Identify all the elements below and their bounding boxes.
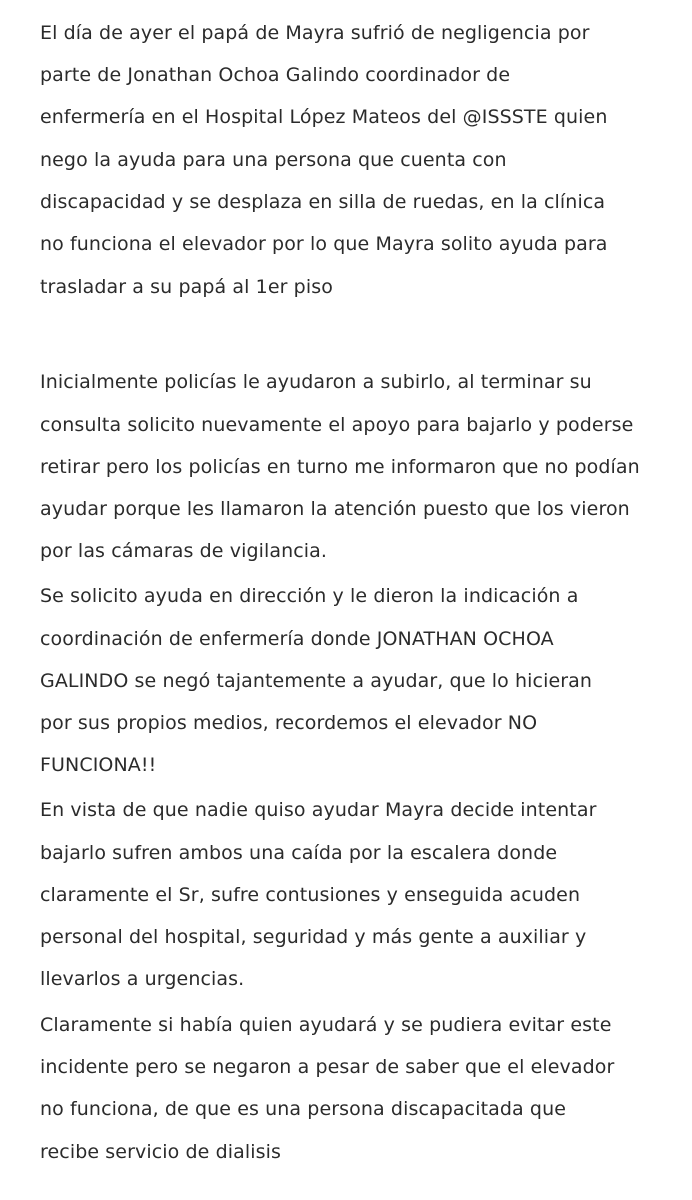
paragraph-line: Se solicito ayuda en dirección y le dieron la indicación a xyxy=(40,585,579,607)
paragraph-line: ayudar porque les llamaron la atención puesto que los vieron xyxy=(40,498,630,520)
paragraph-line: retirar pero los policías en turno me informaron que no podían xyxy=(40,456,640,478)
paragraph-line: trasladar a su papá al 1er piso xyxy=(40,276,333,298)
paragraph-line: consulta solicito nuevamente el apoyo para bajarlo y poderse xyxy=(40,414,634,436)
paragraph-line: GALINDO se negó tajantemente a ayudar, que lo hicieran xyxy=(40,670,593,692)
paragraph-line: enfermería en el Hospital López Mateos del @ISSSTE quien xyxy=(40,106,608,128)
paragraph-line: no funciona el elevador por lo que Mayra solito ayuda para xyxy=(40,233,608,255)
paragraph-line: Inicialmente policías le ayudaron a subirlo, al terminar su xyxy=(40,371,592,393)
paragraph-line: nego la ayuda para una persona que cuenta con xyxy=(40,149,507,171)
paragraph-line: por las cámaras de vigilancia. xyxy=(40,540,328,562)
paragraph-line: por sus propios medios, recordemos el elevador NO xyxy=(40,712,538,734)
paragraph-line: no funciona, de que es una persona discapacitada que xyxy=(40,1098,567,1120)
paragraph-line: personal del hospital, seguridad y más gente a auxiliar y xyxy=(40,926,587,948)
paragraph-line: claramente el Sr, sufre contusiones y enseguida acuden xyxy=(40,884,581,906)
paragraph-line: Claramente si había quien ayudará y se pudiera evitar este xyxy=(40,1014,612,1036)
paragraph-line: llevarlos a urgencias. xyxy=(40,968,245,990)
paragraph-line: parte de Jonathan Ochoa Galindo coordinador de xyxy=(40,64,511,86)
paragraph-line: FUNCIONA!! xyxy=(40,754,157,776)
paragraph-line: incidente pero se negaron a pesar de saber que el elevador xyxy=(40,1056,615,1078)
paragraph-line: En vista de que nadie quiso ayudar Mayra decide intentar xyxy=(40,799,597,821)
paragraph-line: coordinación de enfermería donde JONATHAN OCHOA xyxy=(40,628,554,650)
paragraph-line: El día de ayer el papá de Mayra sufrió de negligencia por xyxy=(40,22,590,44)
paragraph-line: bajarlo sufren ambos una caída por la escalera donde xyxy=(40,842,558,864)
paragraph-line: recibe servicio de dialisis xyxy=(40,1141,282,1163)
paragraph-line: discapacidad y se desplaza en silla de ruedas, en la clínica xyxy=(40,191,606,213)
